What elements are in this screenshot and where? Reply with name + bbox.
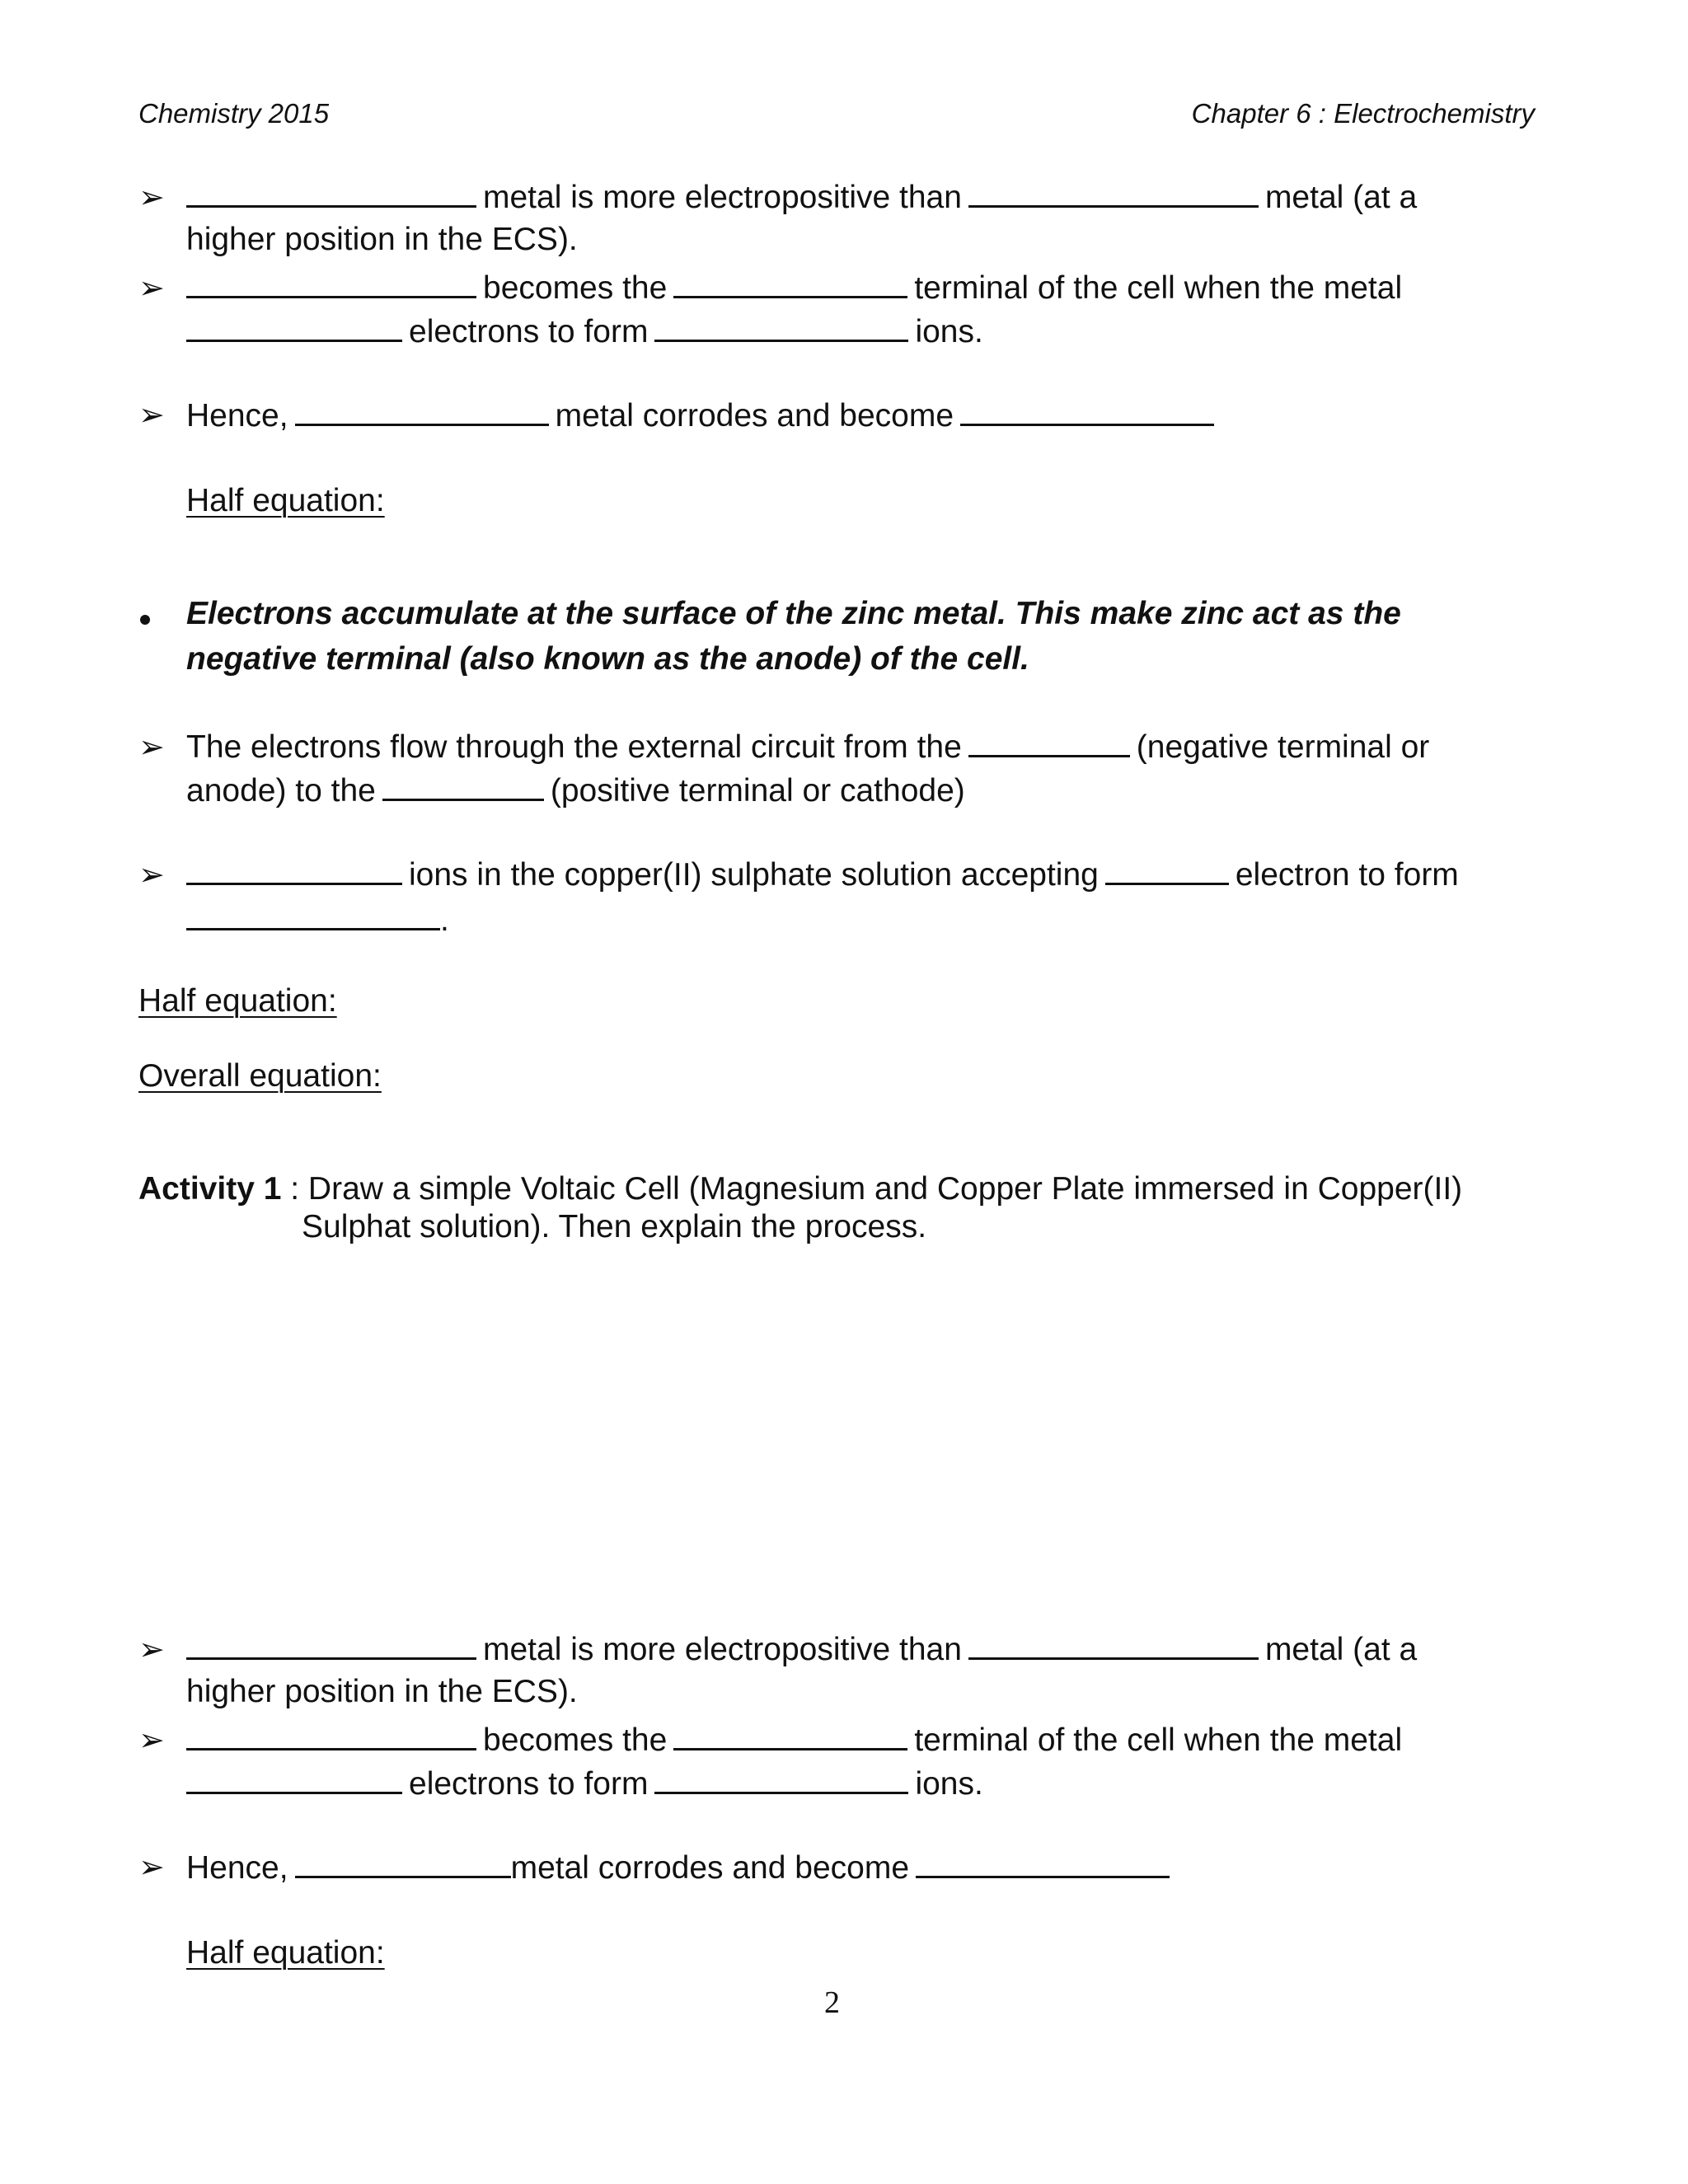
s1-half-equation-label: Half equation: bbox=[186, 483, 385, 518]
s3-b1-text1: metal is more electropositive than bbox=[483, 1632, 962, 1667]
s1-bullet2-line1 bbox=[186, 268, 1402, 308]
s3-bullet1-line2: higher position in the ECS). bbox=[186, 1674, 578, 1709]
answer-blank[interactable] bbox=[968, 727, 1130, 757]
s2-bullet4-line2 bbox=[186, 771, 965, 811]
s2-half-equation-label: Half equation: bbox=[138, 983, 337, 1019]
answer-blank[interactable] bbox=[186, 855, 402, 885]
s1-b2-text3: electrons to form bbox=[409, 314, 649, 349]
answer-blank[interactable] bbox=[295, 1848, 511, 1878]
s3-bullet1-line1 bbox=[186, 1629, 1417, 1670]
s1-b3-text2: metal corrodes and become bbox=[555, 398, 954, 434]
answer-blank[interactable] bbox=[186, 1720, 476, 1750]
answer-blank[interactable] bbox=[654, 312, 908, 342]
s3-b2-text2: terminal of the cell when the metal bbox=[914, 1722, 1403, 1758]
bold-note-line2: negative terminal (also known as the anode) of the cell. bbox=[186, 641, 1029, 677]
arrow-bullet-icon: ➢ bbox=[138, 1633, 165, 1667]
arrow-bullet-icon: ➢ bbox=[138, 1723, 165, 1758]
s2-bullet5-line1 bbox=[186, 855, 1459, 895]
s1-b1-text1: metal is more electropositive than bbox=[483, 180, 962, 215]
answer-blank[interactable] bbox=[186, 268, 476, 298]
answer-blank[interactable] bbox=[295, 396, 549, 426]
answer-blank[interactable] bbox=[960, 396, 1214, 426]
s1-bullet2-line2 bbox=[186, 312, 983, 352]
s3-bullet2-line1 bbox=[186, 1720, 1402, 1760]
answer-blank[interactable] bbox=[968, 177, 1259, 208]
arrow-bullet-icon: ➢ bbox=[138, 271, 165, 306]
answer-blank[interactable] bbox=[382, 771, 544, 801]
arrow-bullet-icon: ➢ bbox=[138, 1850, 165, 1885]
s3-b2-text1: becomes the bbox=[483, 1722, 668, 1758]
s3-bullet2-line2 bbox=[186, 1764, 983, 1804]
s3-b2-text4: ions. bbox=[915, 1766, 983, 1802]
arrow-bullet-icon: ➢ bbox=[138, 398, 165, 433]
page-number: 2 bbox=[824, 1985, 840, 2020]
bold-note-line1: Electrons accumulate at the surface of the zinc metal. This make zinc act as the bbox=[186, 596, 1401, 631]
arrow-bullet-icon: ➢ bbox=[138, 180, 165, 215]
s2-bullet5-line2 bbox=[186, 900, 449, 940]
s3-bullet3 bbox=[186, 1848, 1176, 1888]
answer-blank[interactable] bbox=[1105, 855, 1229, 885]
answer-blank[interactable] bbox=[654, 1764, 908, 1794]
s2-b4-text2: (negative terminal or bbox=[1136, 729, 1430, 765]
s2-b5-period: . bbox=[440, 902, 449, 938]
answer-blank[interactable] bbox=[673, 268, 907, 298]
header-left: Chemistry 2015 bbox=[138, 98, 330, 129]
answer-blank[interactable] bbox=[186, 900, 440, 930]
s1-b3-text1: Hence, bbox=[186, 398, 288, 434]
s3-b2-text3: electrons to form bbox=[409, 1766, 649, 1802]
s2-b5-text2: electron to form bbox=[1235, 857, 1459, 893]
s3-b1-text2: metal (at a bbox=[1264, 1632, 1418, 1667]
s1-bullet1-line1 bbox=[186, 177, 1417, 218]
drawing-area[interactable] bbox=[138, 1261, 1540, 1607]
arrow-bullet-icon: ➢ bbox=[138, 730, 165, 765]
s1-bullet3 bbox=[186, 396, 1221, 436]
answer-blank[interactable] bbox=[916, 1848, 1170, 1878]
s1-bullet1-line2: higher position in the ECS). bbox=[186, 222, 578, 257]
header-right: Chapter 6 : Electrochemistry bbox=[1191, 98, 1535, 129]
s2-overall-equation-label: Overall equation: bbox=[138, 1058, 382, 1094]
s2-b4-text3: anode) to the bbox=[186, 773, 376, 808]
s1-b1-text2: metal (at a bbox=[1264, 180, 1418, 215]
activity-label: Activity 1 bbox=[138, 1171, 282, 1207]
s3-b3-text1: Hence, bbox=[186, 1850, 288, 1886]
answer-blank[interactable] bbox=[186, 312, 402, 342]
s2-bullet4-line1 bbox=[186, 727, 1429, 767]
arrow-bullet-icon: ➢ bbox=[138, 858, 165, 893]
activity-line2: Sulphat solution). Then explain the process. bbox=[302, 1209, 927, 1244]
s2-b5-text1: ions in the copper(II) sulphate solution accepting bbox=[409, 857, 1099, 893]
s2-b4-text4: (positive terminal or cathode) bbox=[550, 773, 965, 808]
s3-b3-text2: metal corrodes and become bbox=[510, 1850, 910, 1886]
activity-line1 bbox=[138, 1170, 1462, 1209]
s1-b2-text1: becomes the bbox=[483, 270, 668, 306]
s1-b2-text2: terminal of the cell when the metal bbox=[914, 270, 1403, 306]
s2-b4-text1: The electrons flow through the external circuit from the bbox=[186, 729, 962, 765]
answer-blank[interactable] bbox=[673, 1720, 907, 1750]
answer-blank[interactable] bbox=[186, 177, 476, 208]
s1-b2-text4: ions. bbox=[915, 314, 983, 349]
s3-half-equation-label: Half equation: bbox=[186, 1935, 385, 1971]
answer-blank[interactable] bbox=[968, 1629, 1259, 1660]
answer-blank[interactable] bbox=[186, 1764, 402, 1794]
answer-blank[interactable] bbox=[186, 1629, 476, 1660]
activity-instruction-1: : Draw a simple Voltaic Cell (Magnesium and Copper Plate immersed in Copper(II) bbox=[290, 1171, 1463, 1207]
dot-bullet-icon bbox=[140, 615, 150, 625]
